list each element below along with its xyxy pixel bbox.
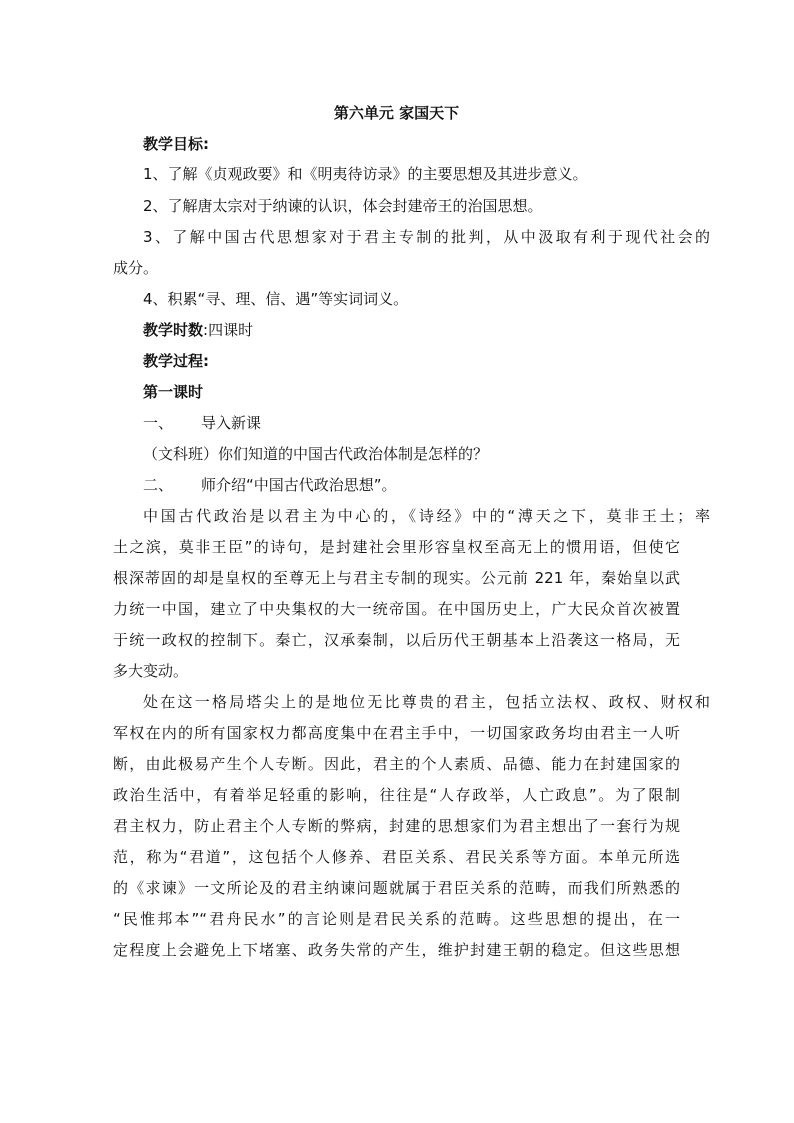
paragraph-line: 于统一政权的控制下。秦亡，汉承秦制，以后历代王朝基本上沿袭这一格局，无 bbox=[113, 631, 680, 649]
step-one bbox=[113, 412, 710, 434]
paragraph-line: 处在这一格局塔尖上的是地位无比尊贵的君主，包括立法权、政权、财权和 bbox=[143, 693, 710, 711]
paragraph-line: 范，称为“君道”，这包括个人修养、君臣关系、君民关系等方面。本单元所选 bbox=[113, 848, 680, 866]
paragraph-line: 断，由此极易产生个人专断。因此，君主的个人素质、品德、能力在封建国家的 bbox=[113, 755, 680, 773]
objective-item-continuation: 成分。 bbox=[113, 259, 159, 277]
teaching-hours bbox=[113, 319, 710, 341]
step-number: 一、 bbox=[143, 414, 174, 432]
paragraph-line: 根深蒂固的却是皇权的至尊无上与君主专制的现实。公元前 221 年，秦始皇以武 bbox=[113, 569, 680, 587]
paragraph-line: “民惟邦本”“君舟民水”的言论则是君民关系的范畴。这些思想的提出，在一 bbox=[113, 910, 680, 928]
objectives-heading: 教学目标: bbox=[143, 135, 209, 153]
objective-item: 2、了解唐太宗对于纳谏的认识，体会封建帝王的治国思想。 bbox=[143, 197, 543, 215]
teaching-hours-label: 教学时数 bbox=[143, 321, 204, 339]
intro-question: （文科班）你们知道的中国古代政治体制是怎样的？ bbox=[143, 445, 489, 463]
objective-item: 1、了解《贞观政要》和《明夷待访录》的主要思想及其进步意义。 bbox=[143, 165, 588, 183]
step-text: 导入新课 bbox=[201, 414, 262, 432]
lesson-heading: 第一课时 bbox=[143, 383, 204, 401]
paragraph-line: 军权在内的所有国家权力都高度集中在君主手中，一切国家政务均由君主一人听 bbox=[113, 724, 680, 742]
step-number: 二、 bbox=[143, 476, 174, 494]
process-heading: 教学过程: bbox=[143, 352, 209, 370]
objective-item: 3、了解中国古代思想家对于君主专制的批判，从中汲取有利于现代社会的 bbox=[143, 228, 710, 246]
teaching-hours-value: :四课时 bbox=[203, 321, 254, 339]
document-title: 第六单元 家国天下 bbox=[333, 104, 460, 122]
paragraph-line: 土之滨，莫非王臣”的诗句，是封建社会里形容皇权至高无上的惯用语，但使它 bbox=[113, 538, 680, 556]
paragraph-line: 君主权力，防止君主个人专断的弊病，封建的思想家们为君主想出了一套行为规 bbox=[113, 817, 680, 835]
paragraph-line: 定程度上会避免上下堵塞、政务失常的产生，维护封建王朝的稳定。但这些思想 bbox=[113, 941, 680, 959]
step-two bbox=[113, 474, 710, 496]
paragraph-line: 中国古代政治是以君主为中心的，《诗经》中的“溥天之下，莫非王土；率 bbox=[143, 507, 710, 525]
paragraph-line: 的《求谏》一文所论及的君主纳谏问题就属于君臣关系的范畴，而我们所熟悉的 bbox=[113, 879, 680, 897]
objective-item: 4、积累“寻、理、信、遇”等实词词义。 bbox=[143, 290, 409, 308]
paragraph-line: 力统一中国，建立了中央集权的大一统帝国。在中国历史上，广大民众首次被置 bbox=[113, 600, 680, 618]
paragraph-line: 多大变动。 bbox=[113, 662, 189, 680]
step-text: 师介绍“中国古代政治思想”。 bbox=[201, 476, 397, 494]
paragraph-line: 政治生活中，有着举足轻重的影响，往往是“人存政举，人亡政息”。为了限制 bbox=[113, 786, 680, 804]
